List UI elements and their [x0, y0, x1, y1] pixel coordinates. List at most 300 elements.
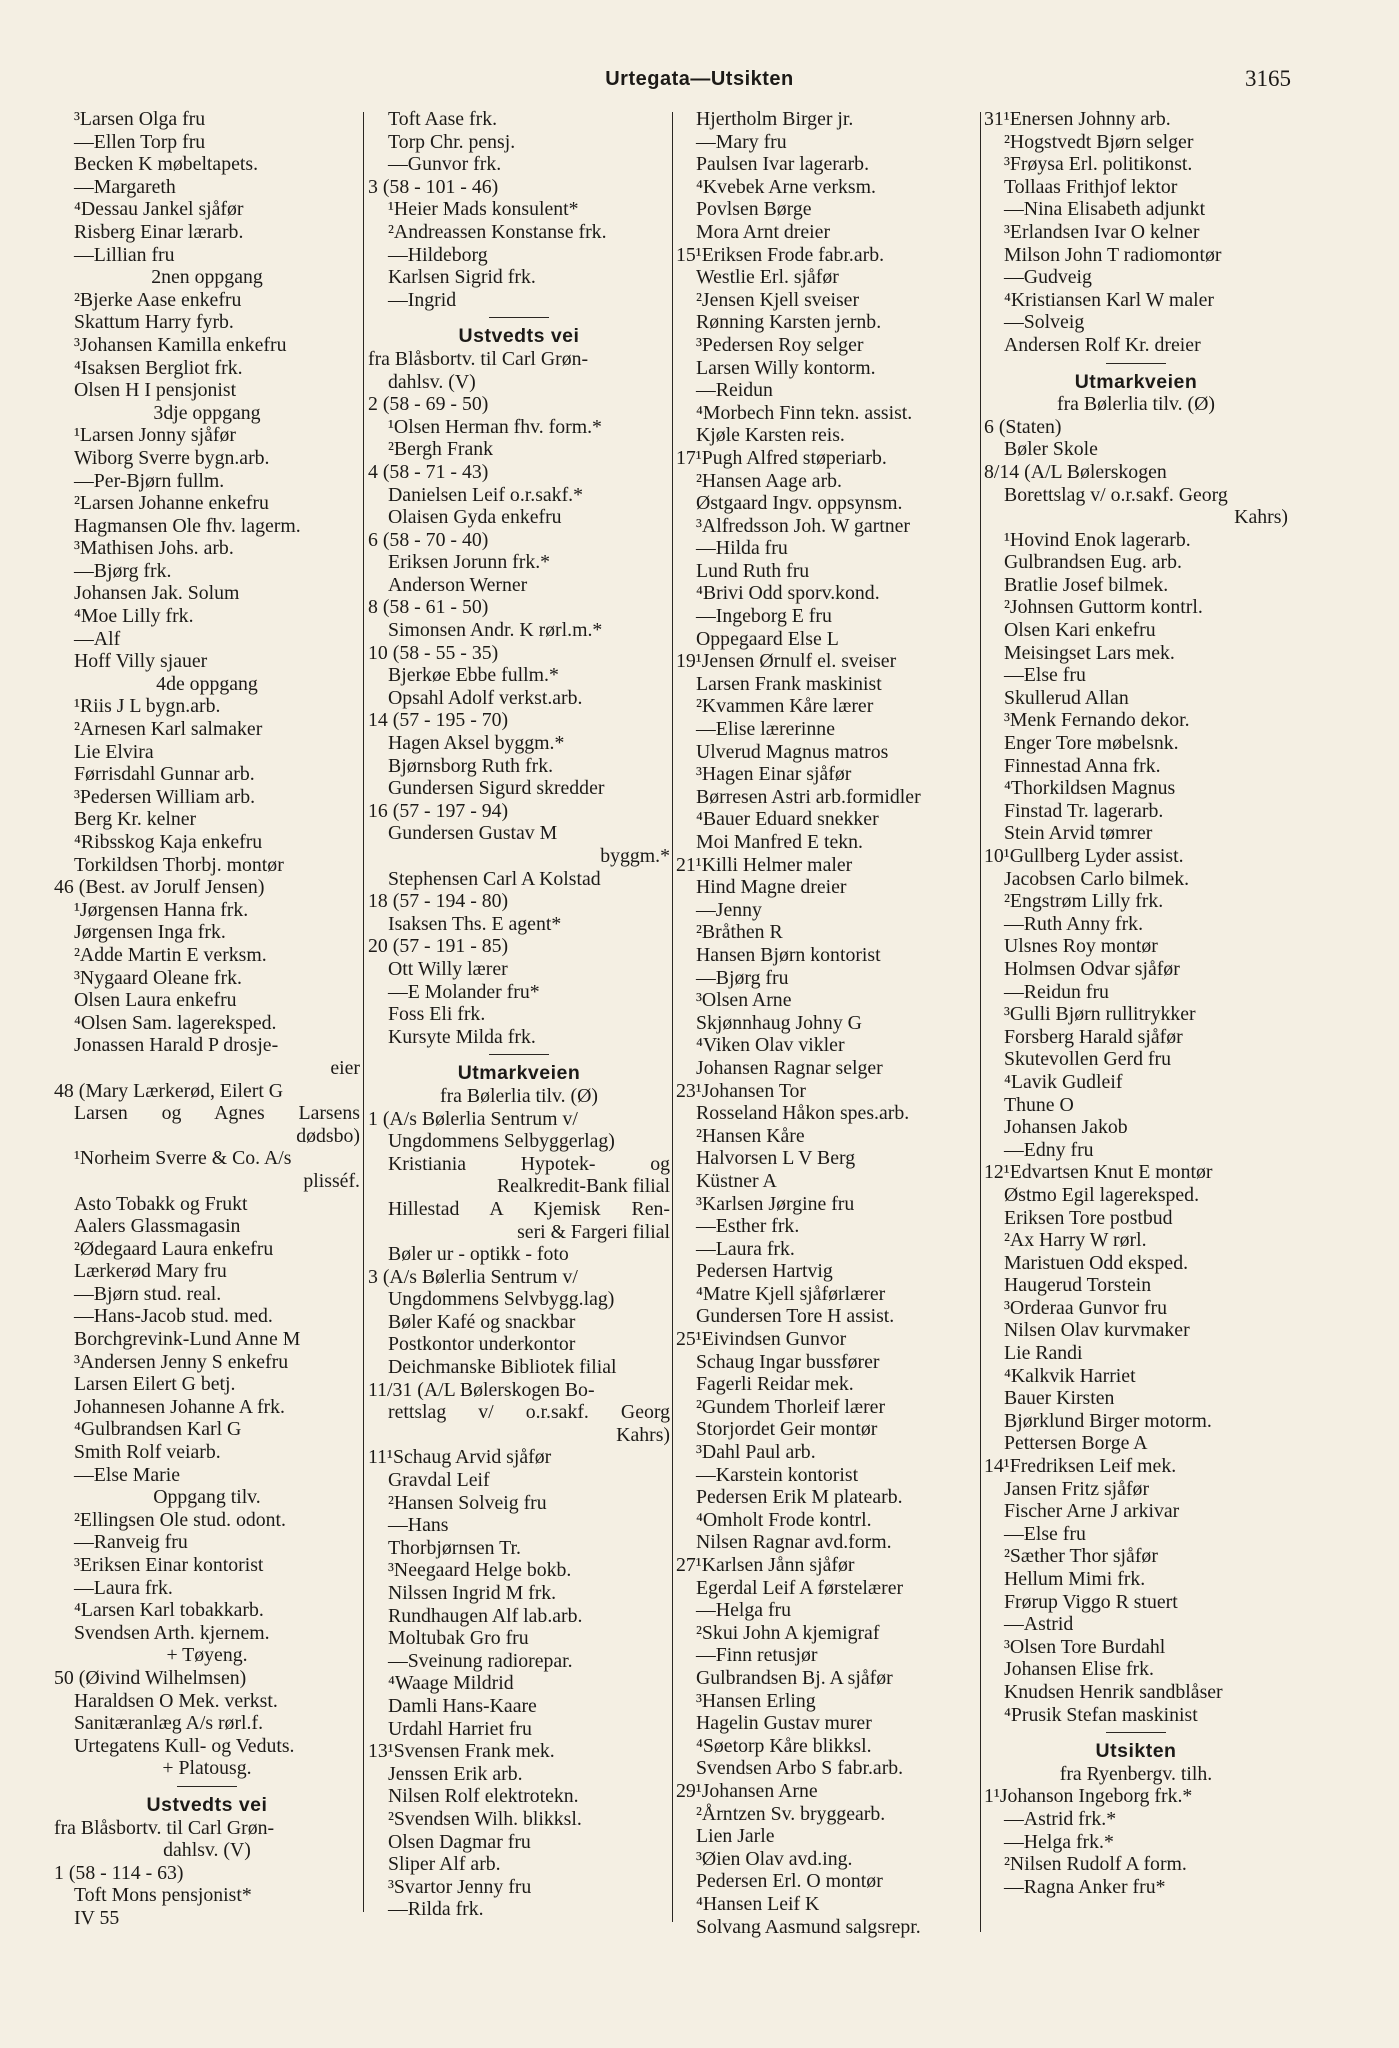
directory-line: Nilsen Rolf elektrotekn. — [388, 1785, 579, 1808]
directory-line: Becken K møbeltapets. — [74, 153, 259, 176]
directory-line: Borettslag v/ o.r.sakf. Georg — [1004, 483, 1228, 506]
directory-line: Urtegatens Kull- og Veduts. — [74, 1734, 295, 1757]
directory-line: Egerdal Leif A førstelærer — [696, 1576, 904, 1599]
directory-line: Postkontor underkontor — [388, 1333, 576, 1356]
directory-line: Urdahl Harriet fru — [388, 1717, 532, 1740]
directory-line: + Tøyeng. — [166, 1644, 248, 1667]
directory-line: Haraldsen O Mek. verkst. — [74, 1689, 278, 1712]
directory-line: 1 (58 - 114 - 63) — [54, 1861, 184, 1884]
directory-line: —Per-Bjørn fullm. — [74, 469, 225, 492]
directory-column-1 — [54, 108, 360, 1930]
directory-line: ⁴Waage Mildrid — [388, 1672, 514, 1695]
directory-line: Nilsen Ragnar avd.form. — [696, 1531, 892, 1554]
section-divider — [984, 1726, 1288, 1740]
directory-line: ³Dahl Paul arb. — [696, 1441, 816, 1464]
directory-line: Kristiania Hypotek- og — [388, 1152, 670, 1175]
directory-line: —Astrid frk.* — [1004, 1807, 1117, 1830]
directory-line: Westlie Erl. sjåfør — [696, 266, 839, 289]
directory-line: 11¹Schaug Arvid sjåfør — [368, 1446, 552, 1469]
directory-line: Andersen Rolf Kr. dreier — [1004, 333, 1201, 356]
directory-line: Olaisen Gyda enkefru — [388, 506, 562, 529]
directory-line: Enger Tore møbelsnk. — [1004, 732, 1179, 755]
directory-line: ⁴Olsen Sam. lagereksped. — [74, 1011, 277, 1034]
directory-line: ²Svendsen Wilh. blikksl. — [388, 1807, 582, 1830]
directory-line: 8/14 (A/L Bølerskogen — [984, 460, 1167, 483]
directory-line: Torp Chr. pensj. — [388, 130, 516, 153]
directory-line: —Mary fru — [696, 130, 787, 153]
directory-line: Kahrs) — [616, 1423, 670, 1446]
directory-line: Johansen Jakob — [1004, 1116, 1128, 1139]
directory-line: ²Adde Martin E verksm. — [74, 943, 267, 966]
column-divider — [672, 112, 673, 1922]
directory-line: Bauer Kirsten — [1004, 1387, 1115, 1410]
directory-line: Finnestad Anna frk. — [1004, 754, 1161, 777]
directory-line: Stephensen Carl A Kolstad — [388, 867, 601, 890]
directory-line: Toft Mons pensjonist* — [74, 1884, 252, 1907]
directory-line: ²Gundem Thorleif lærer — [696, 1395, 886, 1418]
directory-line: ¹Riis J L bygn.arb. — [74, 695, 221, 718]
directory-line: ⁴Bauer Eduard snekker — [696, 808, 879, 831]
directory-line: Pedersen Erik M platearb. — [696, 1486, 903, 1509]
section-divider — [368, 311, 670, 325]
directory-line: Isaksen Ths. E agent* — [388, 912, 562, 935]
directory-line: 2 (58 - 69 - 50) — [368, 393, 489, 416]
directory-line: 10¹Gullberg Lyder assist. — [984, 845, 1184, 867]
directory-line: ³Johansen Kamilla enkefru — [74, 333, 287, 356]
directory-line: ²Hansen Aage arb. — [696, 469, 842, 492]
directory-line: Nilssen Ingrid M frk. — [388, 1582, 557, 1604]
directory-line: ⁴Hansen Leif K — [696, 1892, 820, 1915]
directory-line: —Elise lærerinne — [696, 718, 835, 741]
directory-line: Paulsen Ivar lagerarb. — [696, 153, 870, 176]
directory-line: Sliper Alf arb. — [388, 1853, 501, 1876]
directory-line: —Gunvor frk. — [388, 153, 502, 176]
directory-line: Skattum Harry fyrb. — [74, 311, 234, 334]
directory-line: Gundersen Gustav M — [388, 822, 558, 845]
directory-line: ³Orderaa Gunvor fru — [1004, 1296, 1168, 1319]
directory-line: Hansen Bjørn kontorist — [696, 943, 881, 966]
directory-line: Nilsen Olav kurvmaker — [1004, 1319, 1190, 1342]
directory-line: 23¹Johansen Tor — [676, 1079, 806, 1102]
directory-line: IV 55 — [74, 1906, 120, 1929]
directory-line: Gundersen Tore H assist. — [696, 1305, 895, 1328]
directory-line: Storjordet Geir montør — [696, 1418, 878, 1441]
directory-line: 12¹Edvartsen Knut E montør — [984, 1161, 1213, 1184]
directory-line: —Solveig — [1004, 311, 1085, 334]
directory-line: Lie Randi — [1004, 1342, 1083, 1365]
directory-line: Frørup Viggo R stuert — [1004, 1590, 1178, 1613]
directory-line: Jenssen Erik arb. — [388, 1762, 523, 1785]
directory-line: Küstner A — [696, 1169, 777, 1192]
directory-line: Skullerud Allan — [1004, 686, 1129, 709]
directory-line: —Else fru — [1004, 1522, 1086, 1545]
directory-line: —Nina Elisabeth adjunkt — [1004, 198, 1206, 221]
directory-line: 6 (Staten) — [984, 415, 1062, 438]
directory-line: Mora Arnt dreier — [696, 220, 831, 243]
directory-line: Pettersen Borge A — [1004, 1432, 1148, 1455]
directory-line: Eriksen Tore postbud — [1004, 1206, 1173, 1229]
directory-line: ³Øien Olav avd.ing. — [696, 1847, 853, 1870]
directory-line: —Ingrid — [388, 288, 457, 311]
directory-line: —Ranveig fru — [74, 1531, 188, 1554]
directory-line: Aalers Glassmagasin — [74, 1215, 241, 1238]
directory-line: ³Karlsen Jørgine fru — [696, 1192, 855, 1215]
directory-line: —Laura frk. — [696, 1237, 795, 1260]
directory-line: Gravdal Leif — [388, 1469, 490, 1492]
directory-line: —E Molander fru* — [388, 980, 540, 1003]
directory-line: 8 (58 - 61 - 50) — [368, 596, 489, 619]
directory-line: seri & Fargeri filial — [517, 1220, 670, 1243]
directory-line: Bratlie Josef bilmek. — [1004, 573, 1169, 596]
directory-line: ²Engstrøm Lilly frk. — [1004, 890, 1164, 913]
directory-line: 15¹Eriksen Frode fabr.arb. — [676, 243, 885, 266]
directory-line: Deichmanske Bibliotek filial — [388, 1356, 617, 1379]
directory-line: ⁴Kvebek Arne verksm. — [696, 175, 876, 198]
directory-line: ⁴Larsen Karl tobakkarb. — [74, 1599, 264, 1622]
directory-line: ⁴Moe Lilly frk. — [74, 605, 194, 628]
directory-line: ²Sæther Thor sjåfør — [1004, 1545, 1158, 1568]
directory-line: Førrisdahl Gunnar arb. — [74, 763, 255, 786]
directory-line: ¹Olsen Herman fhv. form.* — [388, 415, 602, 438]
directory-line: —Else fru — [1004, 664, 1086, 687]
directory-line: ³Pedersen Roy selger — [696, 333, 864, 356]
street-heading: Utmarkveien — [1074, 370, 1198, 393]
directory-line: —Ruth Anny frk. — [1004, 912, 1144, 935]
directory-line: Jørgensen Inga frk. — [74, 921, 226, 944]
directory-line: Hagmansen Ole fhv. lagerm. — [74, 514, 301, 537]
directory-line: Fagerli Reidar mek. — [696, 1373, 854, 1396]
directory-line: ³Eriksen Einar kontorist — [74, 1554, 264, 1576]
directory-line: Toft Aase frk. — [388, 108, 498, 130]
directory-line: dahlsv. (V) — [163, 1839, 251, 1862]
street-heading: Utmarkveien — [457, 1062, 581, 1085]
directory-line: 48 (Mary Lærkerød, Eilert G — [54, 1079, 284, 1102]
directory-line: ³Svartor Jenny fru — [388, 1875, 532, 1898]
directory-line: ⁴Dessau Jankel sjåfør — [74, 198, 244, 221]
directory-line: fra Bølerlia tilv. (Ø) — [1056, 393, 1215, 416]
page-title: Urtegata—Utsikten — [605, 68, 794, 90]
directory-line: Svendsen Arbo S fabr.arb. — [696, 1757, 904, 1780]
directory-line: fra Ryenbergv. tilh. — [1059, 1762, 1213, 1785]
directory-line: ³Gulli Bjørn rullitrykker — [1004, 1003, 1196, 1026]
directory-line: 27¹Karlsen Jånn sjåfør — [676, 1554, 855, 1576]
directory-line: Eriksen Jorunn frk.* — [388, 551, 551, 574]
directory-line: Risberg Einar lærarb. — [74, 220, 244, 243]
directory-line: 18 (57 - 194 - 80) — [368, 890, 509, 913]
directory-line: Gulbrandsen Eug. arb. — [1004, 551, 1182, 574]
directory-line: ¹Hovind Enok lagerarb. — [1004, 528, 1191, 551]
directory-line: Kahrs) — [1234, 506, 1288, 529]
directory-line: Larsen Frank maskinist — [696, 672, 882, 695]
directory-line: 14 (57 - 195 - 70) — [368, 709, 509, 732]
directory-line: ³Hagen Einar sjåfør — [696, 763, 852, 786]
directory-line: Jansen Fritz sjåfør — [1004, 1477, 1150, 1500]
directory-line: —Hans-Jacob stud. med. — [74, 1305, 273, 1328]
directory-line: Hind Magne dreier — [696, 876, 847, 899]
directory-line: Johansen Jak. Solum — [74, 582, 240, 605]
directory-line: 14¹Fredriksen Leif mek. — [984, 1455, 1177, 1478]
directory-line: —Bjørn stud. real. — [74, 1282, 222, 1305]
directory-line: ⁴Lavik Gudleif — [1004, 1070, 1123, 1093]
directory-line: plisséf. — [303, 1169, 360, 1192]
directory-line: ³Andersen Jenny S enkefru — [74, 1350, 289, 1373]
directory-line: Berg Kr. kelner — [74, 808, 197, 831]
directory-line: —Ingeborg E fru — [696, 605, 832, 628]
directory-line: fra Blåsbortv. til Carl Grøn- — [368, 347, 589, 370]
directory-line: ⁴Thorkildsen Magnus — [1004, 777, 1176, 800]
directory-line: —Edny fru — [1004, 1138, 1094, 1161]
directory-line: —Karstein kontorist — [696, 1463, 859, 1486]
directory-line: ³Neegaard Helge bokb. — [388, 1559, 572, 1582]
directory-line: Johannesen Johanne A frk. — [74, 1395, 285, 1418]
directory-line: —Sveinung radiorepar. — [388, 1649, 573, 1672]
section-divider — [54, 1780, 360, 1794]
directory-line: Lie Elvira — [74, 740, 154, 763]
directory-line: ²Bråthen R — [696, 921, 783, 944]
directory-column-3 — [676, 108, 982, 1938]
directory-line: Skutevollen Gerd fru — [1004, 1048, 1172, 1071]
directory-line: Anderson Werner — [388, 573, 528, 596]
directory-line: ³Menk Fernando dekor. — [1004, 709, 1190, 732]
directory-line: —Rilda frk. — [388, 1898, 484, 1921]
directory-line: Rønning Karsten jernb. — [696, 311, 882, 334]
directory-line: —Ragna Anker fru* — [1004, 1875, 1166, 1898]
directory-line: Stein Arvid tømrer — [1004, 822, 1153, 845]
directory-line: ³Hansen Erling — [696, 1689, 816, 1712]
directory-line: Sanitæranlæg A/s rørl.f. — [74, 1712, 264, 1735]
directory-line: ²Ax Harry W rørl. — [1004, 1229, 1147, 1252]
directory-line: ⁴Gulbrandsen Karl G — [74, 1418, 242, 1441]
directory-line: ³Nygaard Oleane frk. — [74, 966, 242, 989]
directory-line: Danielsen Leif o.r.sakf.* — [388, 483, 584, 506]
directory-line: ⁴Ribsskog Kaja enkefru — [74, 831, 263, 853]
directory-line: Ungdommens Selvbygg.lag) — [388, 1288, 615, 1311]
directory-line: —Finn retusjør — [696, 1644, 818, 1667]
directory-line: —Reidun — [696, 379, 773, 402]
directory-line: eier — [330, 1056, 360, 1079]
directory-line: Svendsen Arth. kjernem. — [74, 1621, 270, 1644]
directory-line: Oppegaard Else L — [696, 627, 839, 650]
directory-line: Maristuen Odd eksped. — [1004, 1251, 1189, 1274]
directory-line: Børresen Astri arb.formidler — [696, 785, 921, 808]
directory-line: Olsen Kari enkefru — [1004, 619, 1156, 642]
directory-line: Milson John T radiomontør — [1004, 243, 1222, 266]
directory-line: fra Bølerlia tilv. (Ø) — [439, 1084, 598, 1107]
directory-line: Ulverud Magnus matros — [696, 740, 889, 763]
directory-line: Wiborg Sverre bygn.arb. — [74, 446, 270, 469]
directory-line: Holmsen Odvar sjåfør — [1004, 957, 1180, 980]
directory-line: ³Frøysa Erl. politikonst. — [1004, 153, 1193, 176]
directory-column-2 — [368, 108, 670, 1921]
directory-column-4 — [984, 108, 1288, 1898]
directory-line: ²Hansen Solveig fru — [388, 1491, 547, 1514]
directory-line: ²Årntzen Sv. bryggearb. — [696, 1802, 886, 1825]
directory-line: Fischer Arne J arkivar — [1004, 1500, 1180, 1523]
directory-line: ²Hansen Kåre — [696, 1124, 805, 1147]
directory-line: ⁴Omholt Frode kontrl. — [696, 1508, 872, 1531]
directory-line: 3 (A/s Bølerlia Sentrum v/ — [368, 1265, 578, 1288]
directory-line: Thune O — [1004, 1093, 1074, 1116]
directory-line: ²Bergh Frank — [388, 438, 494, 461]
directory-line: Lund Ruth fru — [696, 559, 810, 582]
directory-line: —Lillian fru — [74, 243, 175, 266]
page-header — [0, 66, 1399, 102]
directory-line: ²Arnesen Karl salmaker — [74, 718, 263, 741]
directory-line: + Platousg. — [162, 1757, 252, 1780]
directory-line: —Hans — [388, 1514, 449, 1537]
directory-line: ⁴Kalkvik Harriet — [1004, 1364, 1136, 1387]
directory-line: 1¹Johanson Ingeborg frk.* — [984, 1785, 1193, 1808]
section-divider — [984, 357, 1288, 371]
directory-line: Schaug Ingar bussfører — [696, 1350, 880, 1373]
column-divider — [363, 112, 364, 1912]
directory-line: Hoff Villy sjauer — [74, 650, 208, 673]
directory-line: 3 (58 - 101 - 46) — [368, 175, 499, 198]
directory-line: Jonassen Harald P drosje- — [74, 1034, 279, 1057]
directory-line: Tollaas Frithjof lektor — [1004, 175, 1178, 198]
directory-line: Ungdommens Selbyggerlag) — [388, 1130, 615, 1153]
directory-line: —Jenny — [696, 898, 762, 921]
directory-line: Rundhaugen Alf lab.arb. — [388, 1604, 583, 1627]
directory-line: —Helga frk.* — [1004, 1830, 1114, 1853]
directory-line: ²Johnsen Guttorm kontrl. — [1004, 596, 1203, 619]
directory-line: —Alf — [74, 627, 121, 650]
directory-line: Gundersen Sigurd skredder — [388, 777, 605, 800]
directory-line: byggm.* — [600, 845, 670, 867]
directory-line: ¹Norheim Sverre & Co. A/s — [74, 1147, 292, 1170]
directory-line: Haugerud Torstein — [1004, 1274, 1152, 1297]
directory-line: Knudsen Henrik sandblåser — [1004, 1680, 1223, 1703]
directory-line: Hellum Mimi frk. — [1004, 1568, 1146, 1590]
street-heading: Ustvedts vei — [458, 325, 580, 348]
directory-line: Østmo Egil lagereksped. — [1004, 1183, 1200, 1206]
directory-line: dahlsv. (V) — [388, 370, 476, 393]
directory-line: Smith Rolf veiarb. — [74, 1441, 221, 1464]
directory-line: —Gudveig — [1004, 266, 1092, 289]
directory-line: ²Hogstvedt Bjørn selger — [1004, 130, 1194, 153]
directory-line: —Esther frk. — [696, 1215, 800, 1238]
directory-line: ²Kvammen Kåre lærer — [696, 695, 874, 718]
directory-line: 21¹Killi Helmer maler — [676, 853, 853, 876]
directory-line: Foss Eli frk. — [388, 1003, 486, 1026]
directory-line: Simonsen Andr. K rørl.m.* — [388, 619, 603, 642]
directory-line: Oppgang tilv. — [153, 1486, 261, 1509]
directory-line: Opsahl Adolf verkst.arb. — [388, 686, 583, 709]
directory-line: Johansen Ragnar selger — [696, 1056, 883, 1079]
directory-line: Østgaard Ingv. oppsynsm. — [696, 492, 903, 515]
directory-line: Bjørnsborg Ruth frk. — [388, 754, 554, 777]
directory-line: 31¹Enersen Johnny arb. — [984, 108, 1171, 130]
directory-line: Torkildsen Thorbj. montør — [74, 853, 284, 876]
directory-line: ³Pedersen William arb. — [74, 785, 256, 808]
directory-line: Larsen Willy kontorm. — [696, 356, 876, 379]
directory-line: Lien Jarle — [696, 1825, 775, 1848]
directory-line: 19¹Jensen Ørnulf el. sveiser — [676, 650, 897, 673]
directory-line: ²Andreassen Konstanse frk. — [388, 220, 607, 243]
directory-line: Povlsen Børge — [696, 198, 812, 221]
directory-line: —Bjørg fru — [696, 966, 789, 989]
directory-line: Jacobsen Carlo bilmek. — [1004, 867, 1190, 890]
directory-line: fra Blåsbortv. til Carl Grøn- — [54, 1816, 275, 1839]
directory-line: Gulbrandsen Bj. A sjåfør — [696, 1666, 893, 1689]
directory-line: 20 (57 - 191 - 85) — [368, 935, 509, 958]
directory-line: 2nen oppgang — [151, 266, 263, 289]
directory-line: ⁴Morbech Finn tekn. assist. — [696, 401, 913, 424]
directory-line: ³Alfredsson Joh. W gartner — [696, 514, 910, 537]
directory-line: ⁴Brivi Odd sporv.kond. — [696, 582, 880, 605]
directory-line: Bjerkøe Ebbe fullm.* — [388, 664, 559, 687]
directory-line: Skjønnhaug Johny G — [696, 1011, 862, 1034]
directory-line: ³Olsen Arne — [696, 989, 792, 1012]
directory-line: ²Nilsen Rudolf A form. — [1004, 1853, 1187, 1876]
directory-line: Larsen og Agnes Larsens — [74, 1102, 360, 1125]
directory-line: 25¹Eivindsen Gunvor — [676, 1328, 847, 1351]
directory-line: ³Olsen Tore Burdahl — [1004, 1635, 1166, 1658]
directory-line: ³Larsen Olga fru — [74, 108, 206, 130]
directory-line: Lærkerød Mary fru — [74, 1260, 227, 1283]
directory-line: ²Larsen Johanne enkefru — [74, 492, 269, 515]
directory-line: 11/31 (A/L Bølerskogen Bo- — [368, 1378, 595, 1401]
directory-line: Damli Hans-Kaare — [388, 1694, 537, 1717]
directory-line: Moi Manfred E tekn. — [696, 831, 864, 853]
directory-line: 50 (Øivind Wilhelmsen) — [54, 1666, 247, 1689]
directory-line: —Margareth — [74, 175, 176, 198]
directory-line: Johansen Elise frk. — [1004, 1658, 1154, 1681]
directory-line: Hagen Aksel byggm.* — [388, 732, 565, 755]
directory-line: 13¹Svensen Frank mek. — [368, 1740, 555, 1763]
directory-line: Solvang Aasmund salgsrepr. — [696, 1915, 921, 1938]
directory-line: 6 (58 - 70 - 40) — [368, 528, 489, 551]
street-heading: Ustvedts vei — [146, 1793, 268, 1816]
directory-line: ⁴Prusik Stefan maskinist — [1004, 1703, 1198, 1726]
directory-line: rettslag v/ o.r.sakf. Georg — [388, 1401, 670, 1424]
directory-line: Bøler Skole — [1004, 438, 1098, 461]
directory-line: Rosseland Håkon spes.arb. — [696, 1102, 910, 1125]
directory-line: Ott Willy lærer — [388, 957, 508, 980]
directory-line: Olsen Dagmar fru — [388, 1830, 531, 1853]
directory-line: 4 (58 - 71 - 43) — [368, 460, 489, 483]
directory-line: —Ellen Torp fru — [74, 130, 206, 153]
directory-line: Kursyte Milda frk. — [388, 1025, 536, 1048]
directory-line: ¹Larsen Jonny sjåfør — [74, 424, 236, 447]
directory-line: Larsen Eilert G betj. — [74, 1373, 236, 1396]
directory-line: Bøler Kafé og snackbar — [388, 1310, 576, 1333]
directory-line: ³Erlandsen Ivar O kelner — [1004, 220, 1200, 243]
directory-line: —Else Marie — [74, 1463, 181, 1486]
directory-line: Bjørklund Birger motorm. — [1004, 1409, 1212, 1432]
directory-line: —Laura frk. — [74, 1576, 173, 1599]
directory-line: —Hilda fru — [696, 537, 788, 560]
directory-line: ²Ødegaard Laura enkefru — [74, 1237, 274, 1260]
directory-line: —Helga fru — [696, 1599, 792, 1622]
directory-line: ⁴Matre Kjell sjåførlærer — [696, 1282, 886, 1305]
directory-line: 4de oppgang — [156, 672, 258, 695]
directory-line: Asto Tobakk og Frukt — [74, 1192, 248, 1215]
directory-line: 16 (57 - 197 - 94) — [368, 799, 509, 822]
directory-line: ⁴Kristiansen Karl W maler — [1004, 288, 1214, 311]
directory-line: Finstad Tr. lagerarb. — [1004, 799, 1164, 822]
directory-line: Hillestad A Kjemisk Ren- — [388, 1197, 670, 1220]
directory-line: Moltubak Gro fru — [388, 1627, 529, 1650]
directory-line: Bøler ur - optikk - foto — [388, 1243, 569, 1266]
directory-line: Forsberg Harald sjåfør — [1004, 1025, 1183, 1048]
directory-line: 46 (Best. av Jorulf Jensen) — [54, 876, 265, 899]
directory-line: Borchgrevink-Lund Anne M — [74, 1328, 301, 1351]
directory-line: Thorbjørnsen Tr. — [388, 1536, 521, 1559]
directory-line: 3dje oppgang — [153, 401, 261, 424]
directory-line: Hagelin Gustav murer — [696, 1712, 872, 1735]
directory-line: Kjøle Karsten reis. — [696, 424, 845, 447]
